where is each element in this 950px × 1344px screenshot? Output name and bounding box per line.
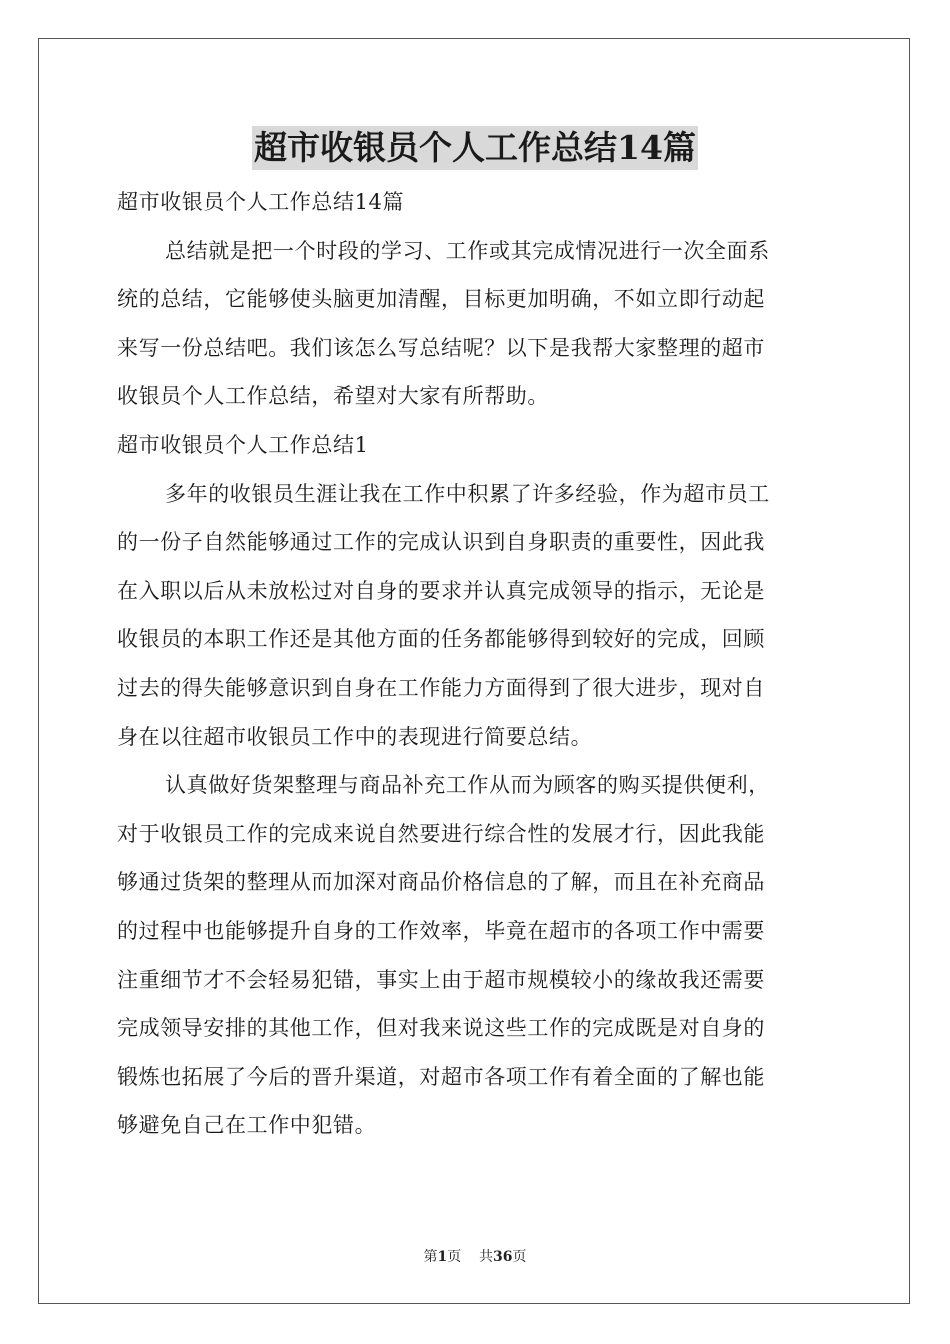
page-footer	[0, 1246, 950, 1266]
text-line: 收银员的本职工作还是其他方面的任务都能够得到较好的完成，回顾	[117, 627, 765, 652]
title-container	[0, 126, 950, 170]
footer-page-prefix: 第	[423, 1249, 438, 1265]
text-line: 在入职以后从未放松过对自身的要求并认真完成领导的指示，无论是	[117, 578, 765, 603]
text-line: 注重细节才不会轻易犯错，事实上由于超市规模较小的缘故我还需要	[117, 967, 765, 992]
document-body	[117, 178, 833, 1150]
document-title: 超市收银员个人工作总结14篇	[252, 126, 698, 170]
footer-total-suffix: 页	[512, 1249, 527, 1265]
text-line: 来写一份总结吧。我们该怎么写总结呢？以下是我帮大家整理的超市	[117, 335, 765, 360]
footer-total-pages: 36	[493, 1249, 513, 1265]
text-line: 统的总结，它能够使头脑更加清醒，目标更加明确，不如立即行动起	[117, 287, 765, 312]
footer-page-suffix: 页	[447, 1249, 462, 1265]
text-line: 锻炼也拓展了今后的晋升渠道，对超市各项工作有着全面的了解也能	[117, 1064, 765, 1089]
text-line: 够通过货架的整理从而加深对商品价格信息的了解，而且在补充商品	[117, 870, 765, 895]
text-line: 的一份子自然能够通过工作的完成认识到自身职责的重要性，因此我	[117, 530, 765, 555]
text-line: 收银员个人工作总结，希望对大家有所帮助。	[117, 384, 549, 409]
text-line: 超市收银员个人工作总结1	[117, 432, 369, 457]
text-line: 完成领导安排的其他工作，但对我来说这些工作的完成既是对自身的	[117, 1016, 765, 1041]
footer-total-prefix: 共	[479, 1249, 494, 1265]
text-line: 对于收银员工作的完成来说自然要进行综合性的发展才行，因此我能	[117, 821, 765, 846]
text-line: 总结就是把一个时段的学习、工作或其完成情况进行一次全面系	[165, 238, 770, 263]
text-line: 过去的得失能够意识到自身在工作能力方面得到了很大进步，现对自	[117, 675, 765, 700]
text-line: 的过程中也能够提升自身的工作效率，毕竟在超市的各项工作中需要	[117, 918, 765, 943]
text-line: 够避免自己在工作中犯错。	[117, 1113, 377, 1138]
text-line: 认真做好货架整理与商品补充工作从而为顾客的购买提供便利，	[165, 773, 770, 798]
text-line: 超市收银员个人工作总结14篇	[117, 190, 405, 214]
text-line: 多年的收银员生涯让我在工作中积累了许多经验，作为超市员工	[165, 481, 770, 506]
text-line: 身在以往超市收银员工作中的表现进行简要总结。	[117, 724, 593, 749]
footer-page-number: 1	[437, 1249, 448, 1265]
